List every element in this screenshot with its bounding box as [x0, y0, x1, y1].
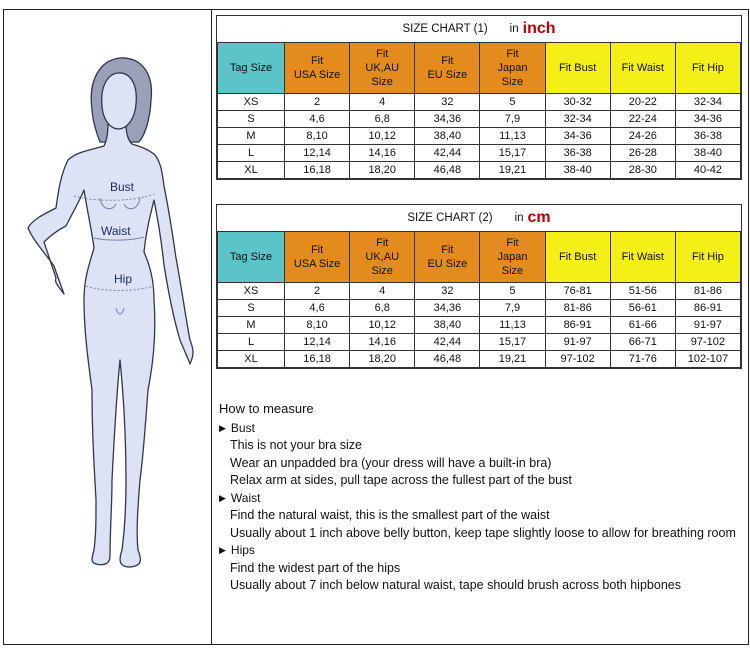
table-header-row — [218, 43, 741, 94]
table-cell: 11,13 — [480, 317, 545, 334]
table-cell: 46,48 — [415, 351, 480, 368]
table-cell: 19,21 — [480, 351, 545, 368]
column-header: Fit EU Size — [415, 43, 480, 94]
table-cell: 91-97 — [545, 334, 610, 351]
table-cell: 20-22 — [610, 94, 675, 111]
column-header: Fit Hip — [675, 232, 740, 283]
table-cell: 2 — [285, 283, 350, 300]
table-cell: S — [218, 300, 285, 317]
table-cell: 8,10 — [285, 128, 350, 145]
table-cell: 14,16 — [350, 334, 415, 351]
table-cell: XL — [218, 162, 285, 179]
table-cell: 61-66 — [610, 317, 675, 334]
chart-inch-unit: inch — [522, 20, 556, 37]
column-header: Tag Size — [218, 43, 285, 94]
table-cell: 6,8 — [350, 111, 415, 128]
table-cell: 38-40 — [545, 162, 610, 179]
measure-instruction: Usually about 1 inch above belly button, keep tape slightly loose to allow for breathing room — [230, 525, 736, 540]
table-cell: S — [218, 111, 285, 128]
measure-instruction: Wear an unpadded bra (your dress will have a built-in bra) — [230, 455, 552, 470]
table-cell: 97-102 — [675, 334, 740, 351]
table-cell: M — [218, 317, 285, 334]
bust-label: Bust — [110, 180, 135, 194]
table-cell: 32 — [415, 94, 480, 111]
table-cell: 71-76 — [610, 351, 675, 368]
column-header: Fit Japan Size — [480, 232, 545, 283]
chart-cm-title: SIZE CHART (2) — [407, 212, 493, 224]
measure-instruction: Relax arm at sides, pull tape across the fullest part of the bust — [230, 473, 572, 487]
table-cell: 32 — [415, 283, 480, 300]
column-header: Fit Waist — [610, 43, 675, 94]
measure-section-hips — [219, 542, 744, 560]
column-header: Fit Hip — [675, 43, 740, 94]
table-cell: 97-102 — [545, 351, 610, 368]
table-cell: 42,44 — [415, 145, 480, 162]
triangle-bullet-icon: ▶ — [219, 492, 226, 503]
table-cell: 38-40 — [675, 145, 740, 162]
chart-inch-title-row — [217, 16, 741, 42]
table-cell: 22-24 — [610, 111, 675, 128]
table-cell: 5 — [480, 94, 545, 111]
table-cell: XS — [218, 283, 285, 300]
body-figure-illustration — [4, 10, 211, 644]
table-cell: 42,44 — [415, 334, 480, 351]
table-cell: 66-71 — [610, 334, 675, 351]
table-cell: 7,9 — [480, 300, 545, 317]
size-table-cm — [217, 231, 741, 368]
table-cell: 5 — [480, 283, 545, 300]
size-table-inch — [217, 42, 741, 179]
table-cell: 32-34 — [545, 111, 610, 128]
chart-cm-title-row — [217, 205, 741, 231]
column-header: Fit USA Size — [285, 43, 350, 94]
table-cell: 34-36 — [675, 111, 740, 128]
table-cell: L — [218, 145, 285, 162]
table-cell: XS — [218, 94, 285, 111]
table-cell: 15,17 — [480, 334, 545, 351]
measure-instruction: This is not your bra size — [230, 438, 362, 452]
table-cell: 6,8 — [350, 300, 415, 317]
measure-section-title: Waist — [230, 490, 261, 505]
chart-cm-unit-prefix: in — [514, 212, 524, 224]
measure-section-waist — [219, 490, 744, 508]
table-cell: 34-36 — [545, 128, 610, 145]
triangle-bullet-icon: ▶ — [219, 422, 226, 433]
table-cell: 34,36 — [415, 300, 480, 317]
table-cell: 12,14 — [285, 334, 350, 351]
table-cell: 8,10 — [285, 317, 350, 334]
column-header: Fit Bust — [545, 232, 610, 283]
table-cell: 28-30 — [610, 162, 675, 179]
table-cell: 86-91 — [675, 300, 740, 317]
measure-section-title: Bust — [230, 420, 255, 435]
waist-label: Waist — [101, 224, 131, 238]
measure-heading: How to measure — [219, 401, 314, 416]
table-cell: 18,20 — [350, 162, 415, 179]
table-cell: 10,12 — [350, 317, 415, 334]
table-cell: 81-86 — [675, 283, 740, 300]
panel-divider — [211, 10, 212, 644]
table-cell: 56-61 — [610, 300, 675, 317]
table-cell: 4,6 — [285, 300, 350, 317]
table-cell: 16,18 — [285, 351, 350, 368]
column-header: Fit USA Size — [285, 232, 350, 283]
chart-inch-unit-prefix: in — [509, 23, 519, 35]
table-cell: 19,21 — [480, 162, 545, 179]
table-cell: 46,48 — [415, 162, 480, 179]
table-cell: L — [218, 334, 285, 351]
table-cell: 10,12 — [350, 128, 415, 145]
column-header: Fit UK,AU Size — [350, 232, 415, 283]
table-cell: 36-38 — [545, 145, 610, 162]
table-cell: 40-42 — [675, 162, 740, 179]
table-cell: 102-107 — [675, 351, 740, 368]
table-row — [218, 317, 741, 334]
table-cell: 16,18 — [285, 162, 350, 179]
table-cell: 4 — [350, 283, 415, 300]
table-cell: 15,17 — [480, 145, 545, 162]
column-header: Fit Waist — [610, 232, 675, 283]
size-chart-cm — [216, 204, 742, 369]
table-cell: 86-91 — [545, 317, 610, 334]
body-figure-panel — [4, 10, 211, 644]
table-cell: 7,9 — [480, 111, 545, 128]
table-cell: 38,40 — [415, 317, 480, 334]
table-cell: 51-56 — [610, 283, 675, 300]
table-row — [218, 111, 741, 128]
table-row — [218, 162, 741, 179]
hip-label: Hip — [114, 272, 133, 286]
table-cell: 76-81 — [545, 283, 610, 300]
table-cell: 26-28 — [610, 145, 675, 162]
chart-cm-unit: cm — [527, 209, 551, 226]
table-cell: 32-34 — [675, 94, 740, 111]
table-cell: XL — [218, 351, 285, 368]
table-cell: 18,20 — [350, 351, 415, 368]
table-cell: 11,13 — [480, 128, 545, 145]
measure-sections — [219, 420, 744, 595]
table-cell: 81-86 — [545, 300, 610, 317]
table-cell: 4,6 — [285, 111, 350, 128]
table-row — [218, 145, 741, 162]
table-cell: M — [218, 128, 285, 145]
table-cell: 30-32 — [545, 94, 610, 111]
table-cell: 24-26 — [610, 128, 675, 145]
table-row — [218, 300, 741, 317]
measure-section-title: Hips — [230, 543, 255, 557]
table-cell: 36-38 — [675, 128, 740, 145]
table-cell: 2 — [285, 94, 350, 111]
column-header: Fit Bust — [545, 43, 610, 94]
triangle-bullet-icon: ▶ — [219, 545, 226, 555]
table-header-row — [218, 232, 741, 283]
table-cell: 34,36 — [415, 111, 480, 128]
column-header: Fit UK,AU Size — [350, 43, 415, 94]
table-cell: 14,16 — [350, 145, 415, 162]
table-cell: 12,14 — [285, 145, 350, 162]
table-cell: 91-97 — [675, 317, 740, 334]
measure-instruction: Usually about 7 inch below natural waist, tape should brush across both hipbones — [230, 578, 681, 592]
column-header: Tag Size — [218, 232, 285, 283]
size-chart-inch — [216, 15, 742, 180]
table-row — [218, 351, 741, 368]
column-header: Fit Japan Size — [480, 43, 545, 94]
measure-instruction: Find the widest part of the hips — [230, 560, 401, 575]
measure-section-bust — [219, 420, 744, 438]
table-row — [218, 128, 741, 145]
table-row — [218, 334, 741, 351]
chart-inch-title: SIZE CHART (1) — [402, 23, 488, 35]
table-cell: 4 — [350, 94, 415, 111]
table-cell: 38,40 — [415, 128, 480, 145]
table-row — [218, 283, 741, 300]
table-row — [218, 94, 741, 111]
measure-instruction: Find the natural waist, this is the smallest part of the waist — [230, 508, 550, 522]
column-header: Fit EU Size — [415, 232, 480, 283]
how-to-measure — [219, 400, 744, 595]
